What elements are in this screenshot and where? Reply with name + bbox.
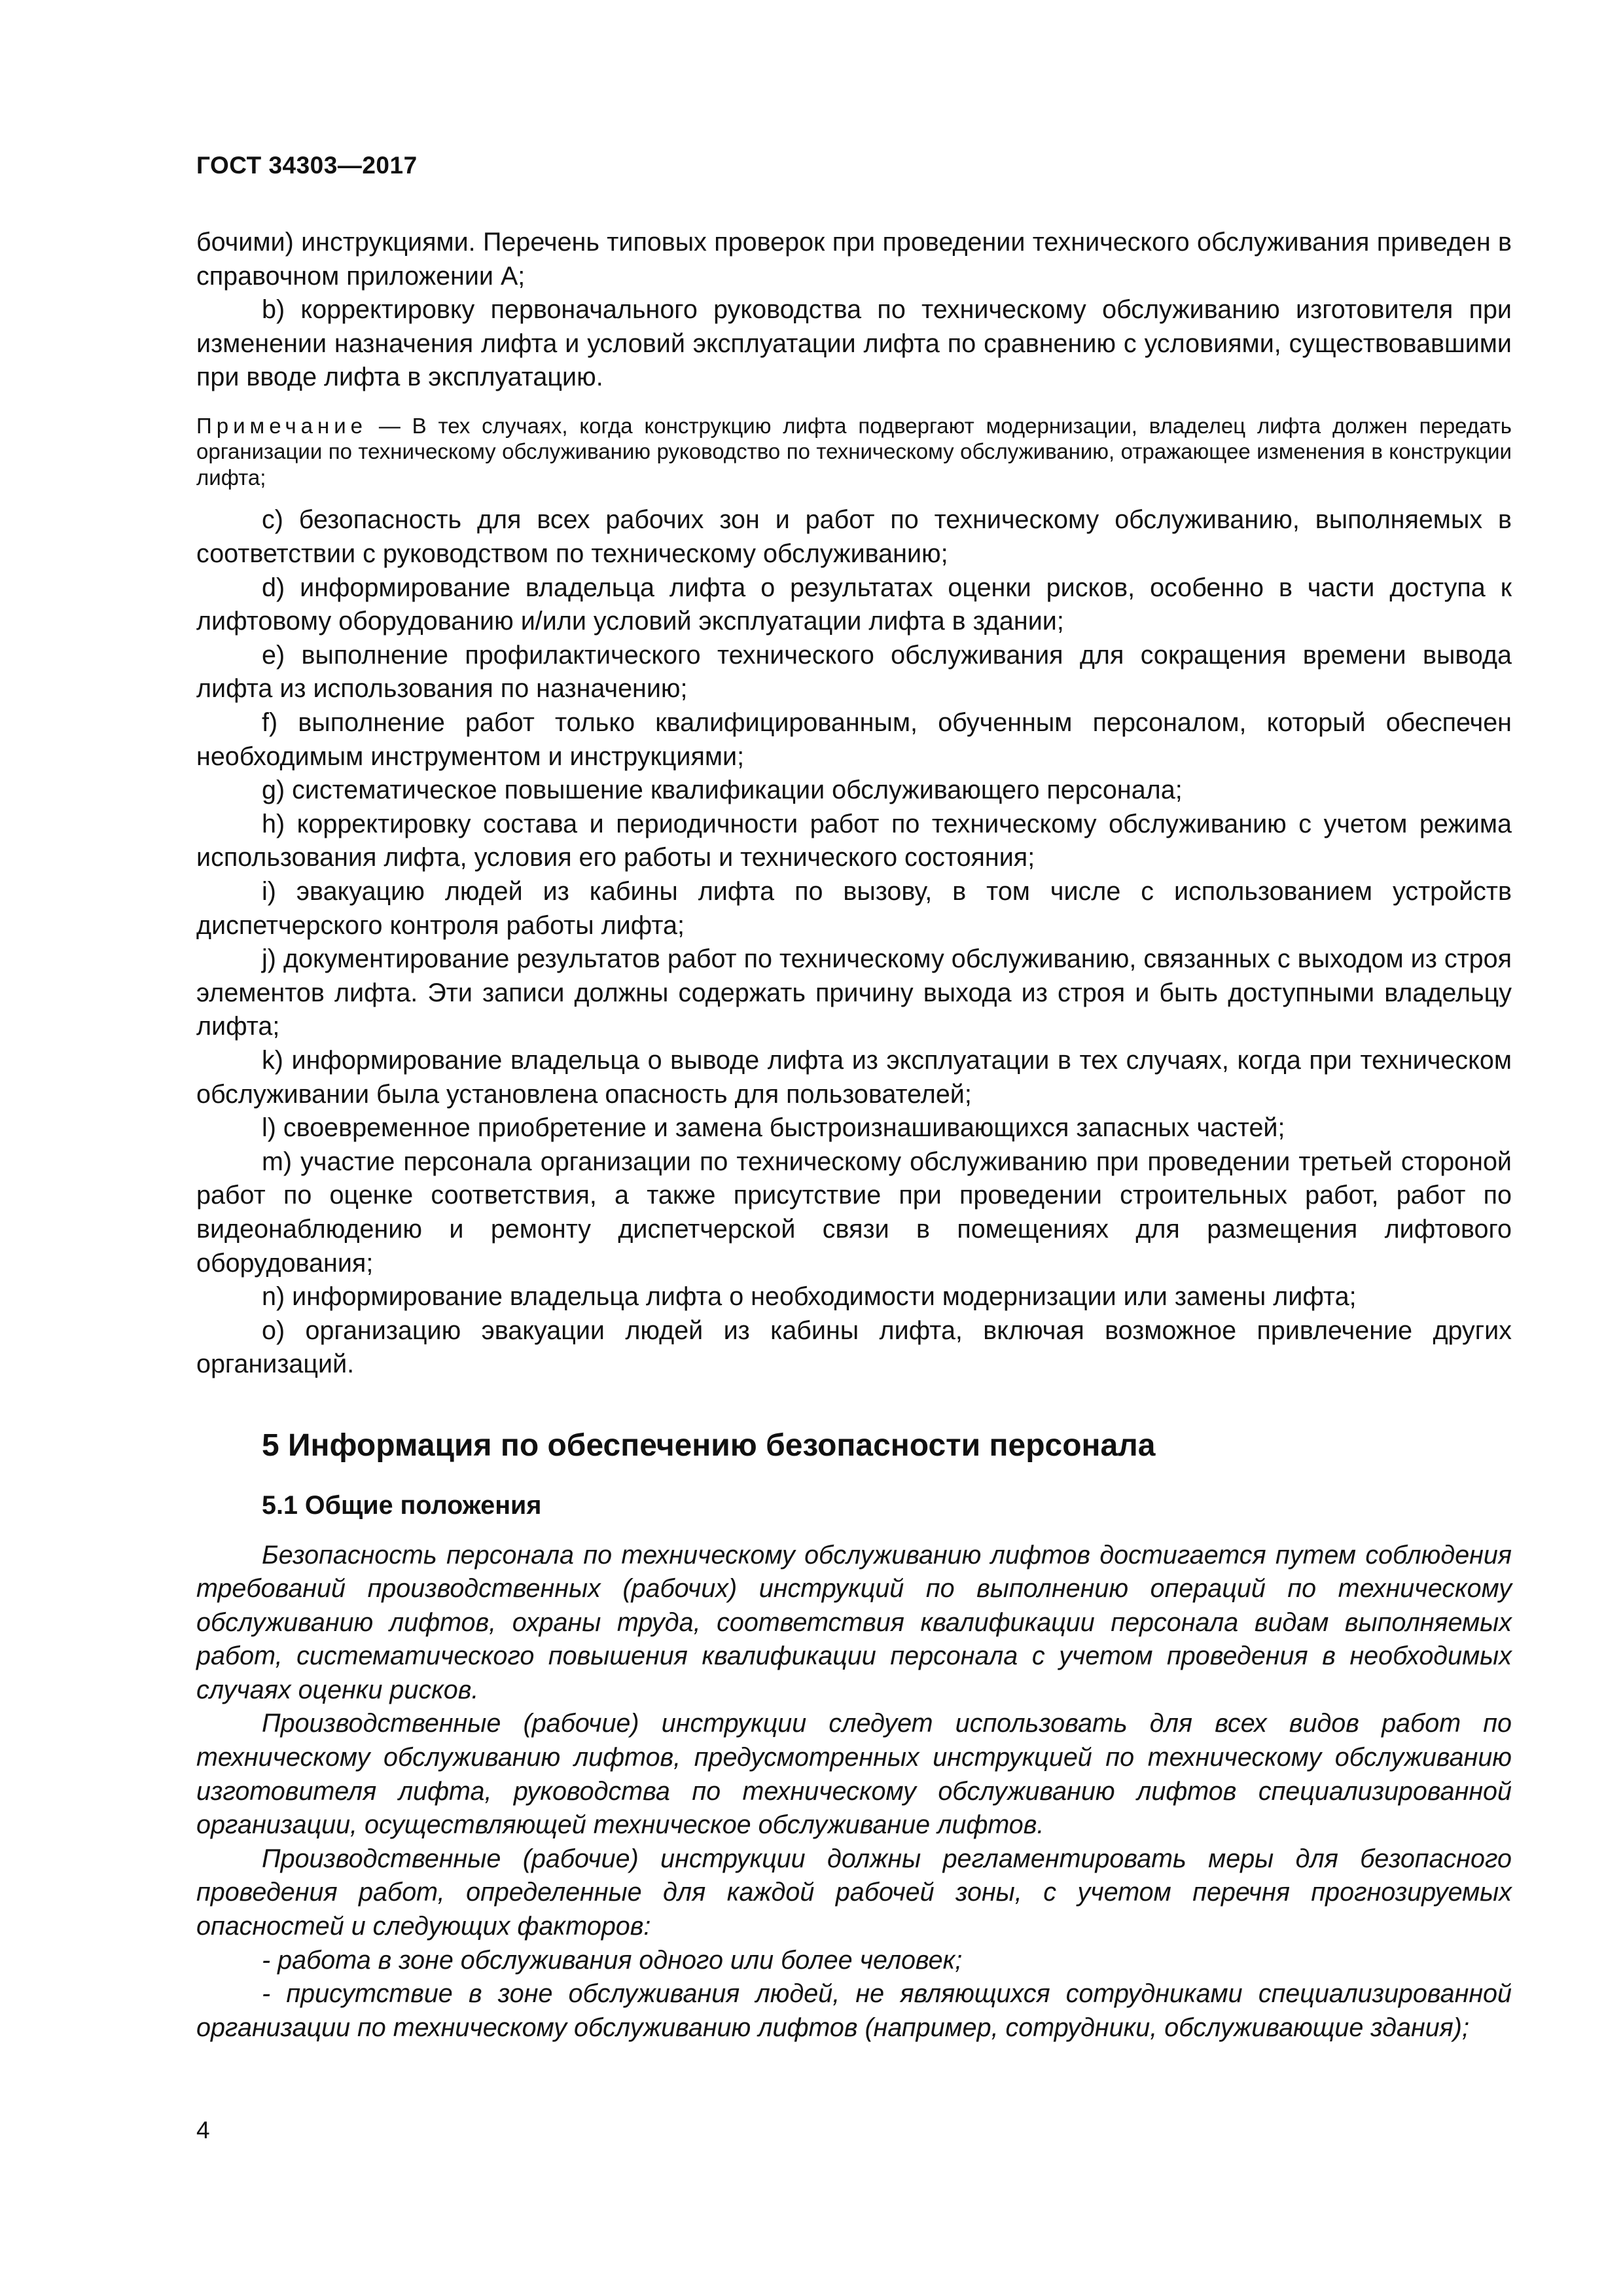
list-item-h: h) корректировку состава и периодичности работ по техническому обслуживанию с учетом режима использования лифта, условия его работы и технического состояния;: [196, 809, 1512, 872]
page-number: 4: [196, 2117, 210, 2144]
list-item-i: i) эвакуацию людей из кабины лифта по вызову, в том числе с использованием устройств диспетчерского контроля работы лифта;: [196, 877, 1512, 940]
section-5-paragraph-2: Производственные (рабочие) инструкции следует использовать для всех видов работ по техническому обслуживанию лифтов, предусмотренных инструкцией по техническому обслуживанию изготовителя лифта, руководства по техническому обслуживанию лифтов специализированной организации, осуществляющей техническое обслуживание лифтов.: [196, 1709, 1512, 1840]
continuation-paragraph: бочими) инструкциями. Перечень типовых проверок при проведении технического обслуживания приведен в справочном приложении А;: [196, 228, 1512, 291]
list-item-e: e) выполнение профилактического технического обслуживания для сокращения времени вывода лифта из использования по назначению;: [196, 640, 1512, 704]
list-item-j: j) документирование результатов работ по техническому обслуживанию, связанных с выходом из строя элементов лифта. Эти записи должны содержать причину выхода из строя и быть доступными владельцу лифта;: [196, 944, 1512, 1041]
document-id-header: ГОСТ 34303—2017: [196, 152, 418, 179]
list-item-c: c) безопасность для всех рабочих зон и работ по техническому обслуживанию, выполняемых в соответствии с руководством по техническому обслуживанию;: [196, 505, 1512, 569]
list-item-g: g) систематическое повышение квалификации обслуживающего персонала;: [262, 776, 1183, 805]
list-item-k: k) информирование владельца о выводе лифта из эксплуатации в тех случаях, когда при техническом обслуживании была установлена опасность для пользователей;: [196, 1045, 1512, 1109]
list-item-l: l) своевременное приобретение и замена быстроизнашивающихся запасных частей;: [262, 1113, 1285, 1143]
section-5-paragraph-3: Производственные (рабочие) инструкции должны регламентировать меры для безопасного проведения работ, определенные для каждой рабочей зоны, с учетом перечня прогнозируемых опасностей и следующих факторов:: [196, 1844, 1512, 1941]
list-item-n: n) информирование владельца лифта о необходимости модернизации или замены лифта;: [262, 1282, 1357, 1312]
list-item-m: m) участие персонала организации по техническому обслуживанию при проведении третьей стороной работ по оценке соответствия, а также присутствие при проведении строительных работ, работ по видеонаблюдению и ремонту диспетчерской связи в помещениях для размещения лифтового оборудования;: [196, 1147, 1512, 1278]
section-5-heading: 5 Информация по обеспечению безопасности персонала: [262, 1427, 1156, 1463]
note-block: [196, 413, 1512, 491]
list-item-o: o) организацию эвакуации людей из кабины лифта, включая возможное привлечение других организаций.: [196, 1316, 1512, 1379]
note-label: Примечание: [196, 413, 368, 438]
document-body: [196, 226, 1512, 2045]
factor-item-2: - присутствие в зоне обслуживания людей, не являющихся сотрудниками специализированной организации по техническому обслуживанию лифтов (например, сотрудники, обслуживающие здания);: [196, 1979, 1512, 2042]
section-5-1-heading: 5.1 Общие положения: [262, 1490, 542, 1520]
section-5-paragraph-1: Безопасность персонала по техническому обслуживанию лифтов достигается путем соблюдения требований производственных (рабочих) инструкций по выполнению операций по техническому обслуживанию лифтов, охраны труда, соответствия квалификации персонала видам выполняемых работ, систематического повышения квалификации персонала с учетом проведения в необходимых случаях оценки рисков.: [196, 1540, 1512, 1704]
note-text: — В тех случаях, когда конструкцию лифта подвергают модернизации, владелец лифта должен передать организации по техническому обслуживанию руководство по техническому обслуживанию, отражающее изменения в конструкции лифта;: [196, 413, 1512, 490]
list-item-b: b) корректировку первоначального руководства по техническому обслуживанию изготовителя при изменении назначения лифта и условий эксплуатации лифта по сравнению с условиями, существовавшими при вводе лифта в эксплуатацию.: [196, 295, 1512, 392]
list-item-f: f) выполнение работ только квалифицированным, обученным персоналом, который обеспечен необходимым инструментом и инструкциями;: [196, 708, 1512, 771]
factor-item-1: - работа в зоне обслуживания одного или более человек;: [262, 1945, 963, 1975]
list-item-d: d) информирование владельца лифта о результатах оценки рисков, особенно в части доступа к лифтовому оборудованию и/или условий эксплуатации лифта в здании;: [196, 573, 1512, 636]
